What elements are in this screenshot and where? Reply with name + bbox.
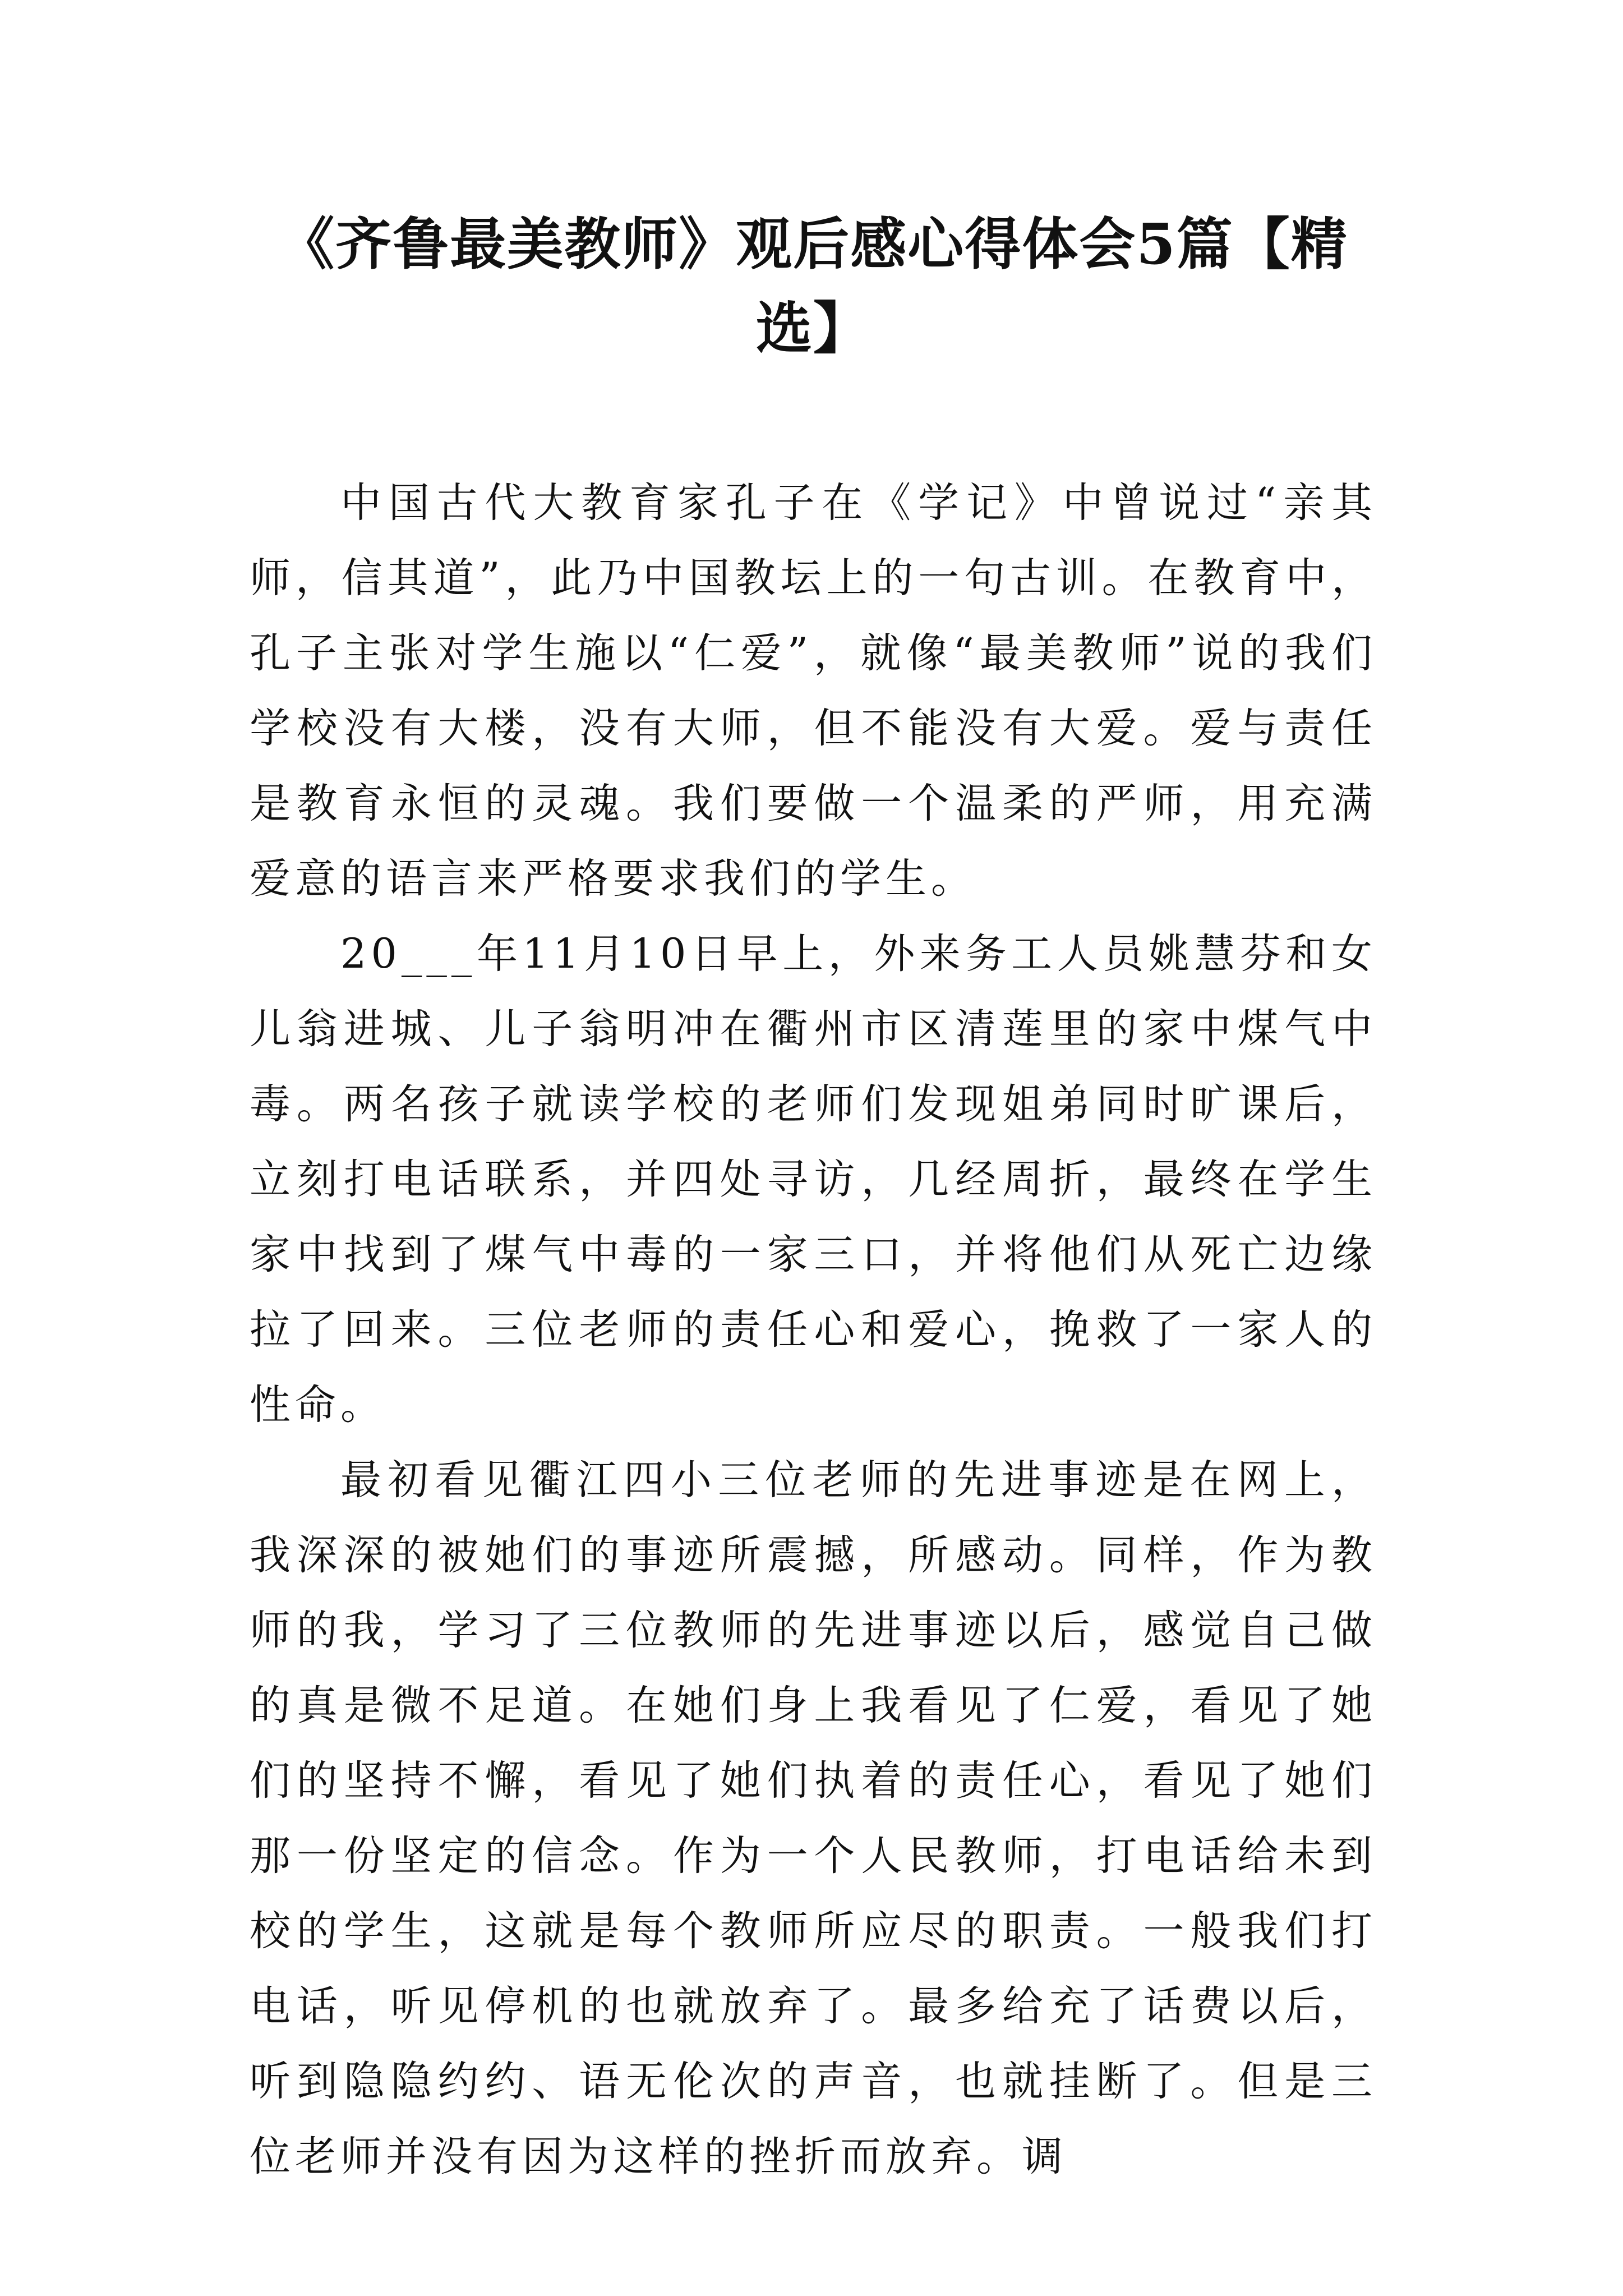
paragraph-3: 最初看见衢江四小三位老师的先进事迹是在网上，我深深的被她们的事迹所震撼，所感动。同样，作为教师的我，学习了三位教师的先进事迹以后，感觉自己做的真是微不足道。在她们身上我看见了仁爱，看见了她们的坚持不懈，看见了她们执着的责任心，看见了她们那一份坚定的信念。作为一个人民教师，打电话给未到校的学生，这就是每个教师所应尽的职责。一般我们打电话，听见停机的也就放弃了。最多给充了话费以后，听到隐隐约约、语无伦次的声音，也就挂断了。但是三位老师并没有因为这样的挫折而放弃。调 <box>250 1456 1377 2180</box>
paragraph-2: 20___年11月10日早上，外来务工人员姚慧芬和女儿翁进城、儿子翁明冲在衢州市区清莲里的家中煤气中毒。两名孩子就读学校的老师们发现姐弟同时旷课后，立刻打电话联系，并四处寻访，几经周折，最终在学生家中找到了煤气中毒的一家三口，并将他们从死亡边缘拉了回来。三位老师的责任心和爱心，挽救了一家人的性命。 <box>250 930 1377 1429</box>
document-title: 《齐鲁最美教师》观后感心得体会5篇【精选】 <box>278 211 1348 361</box>
paragraph-1: 中国古代大教育家孔子在《学记》中曾说过“亲其师，信其道”，此乃中国教坛上的一句古训。在教育中，孔子主张对学生施以“仁爱”，就像“最美教师”说的我们学校没有大楼，没有大师，但不能没有大爱。爱与责任是教育永恒的灵魂。我们要做一个温柔的严师，用充满爱意的语言来严格要求我们的学生。 <box>250 479 1377 903</box>
document-body <box>250 466 1377 2194</box>
